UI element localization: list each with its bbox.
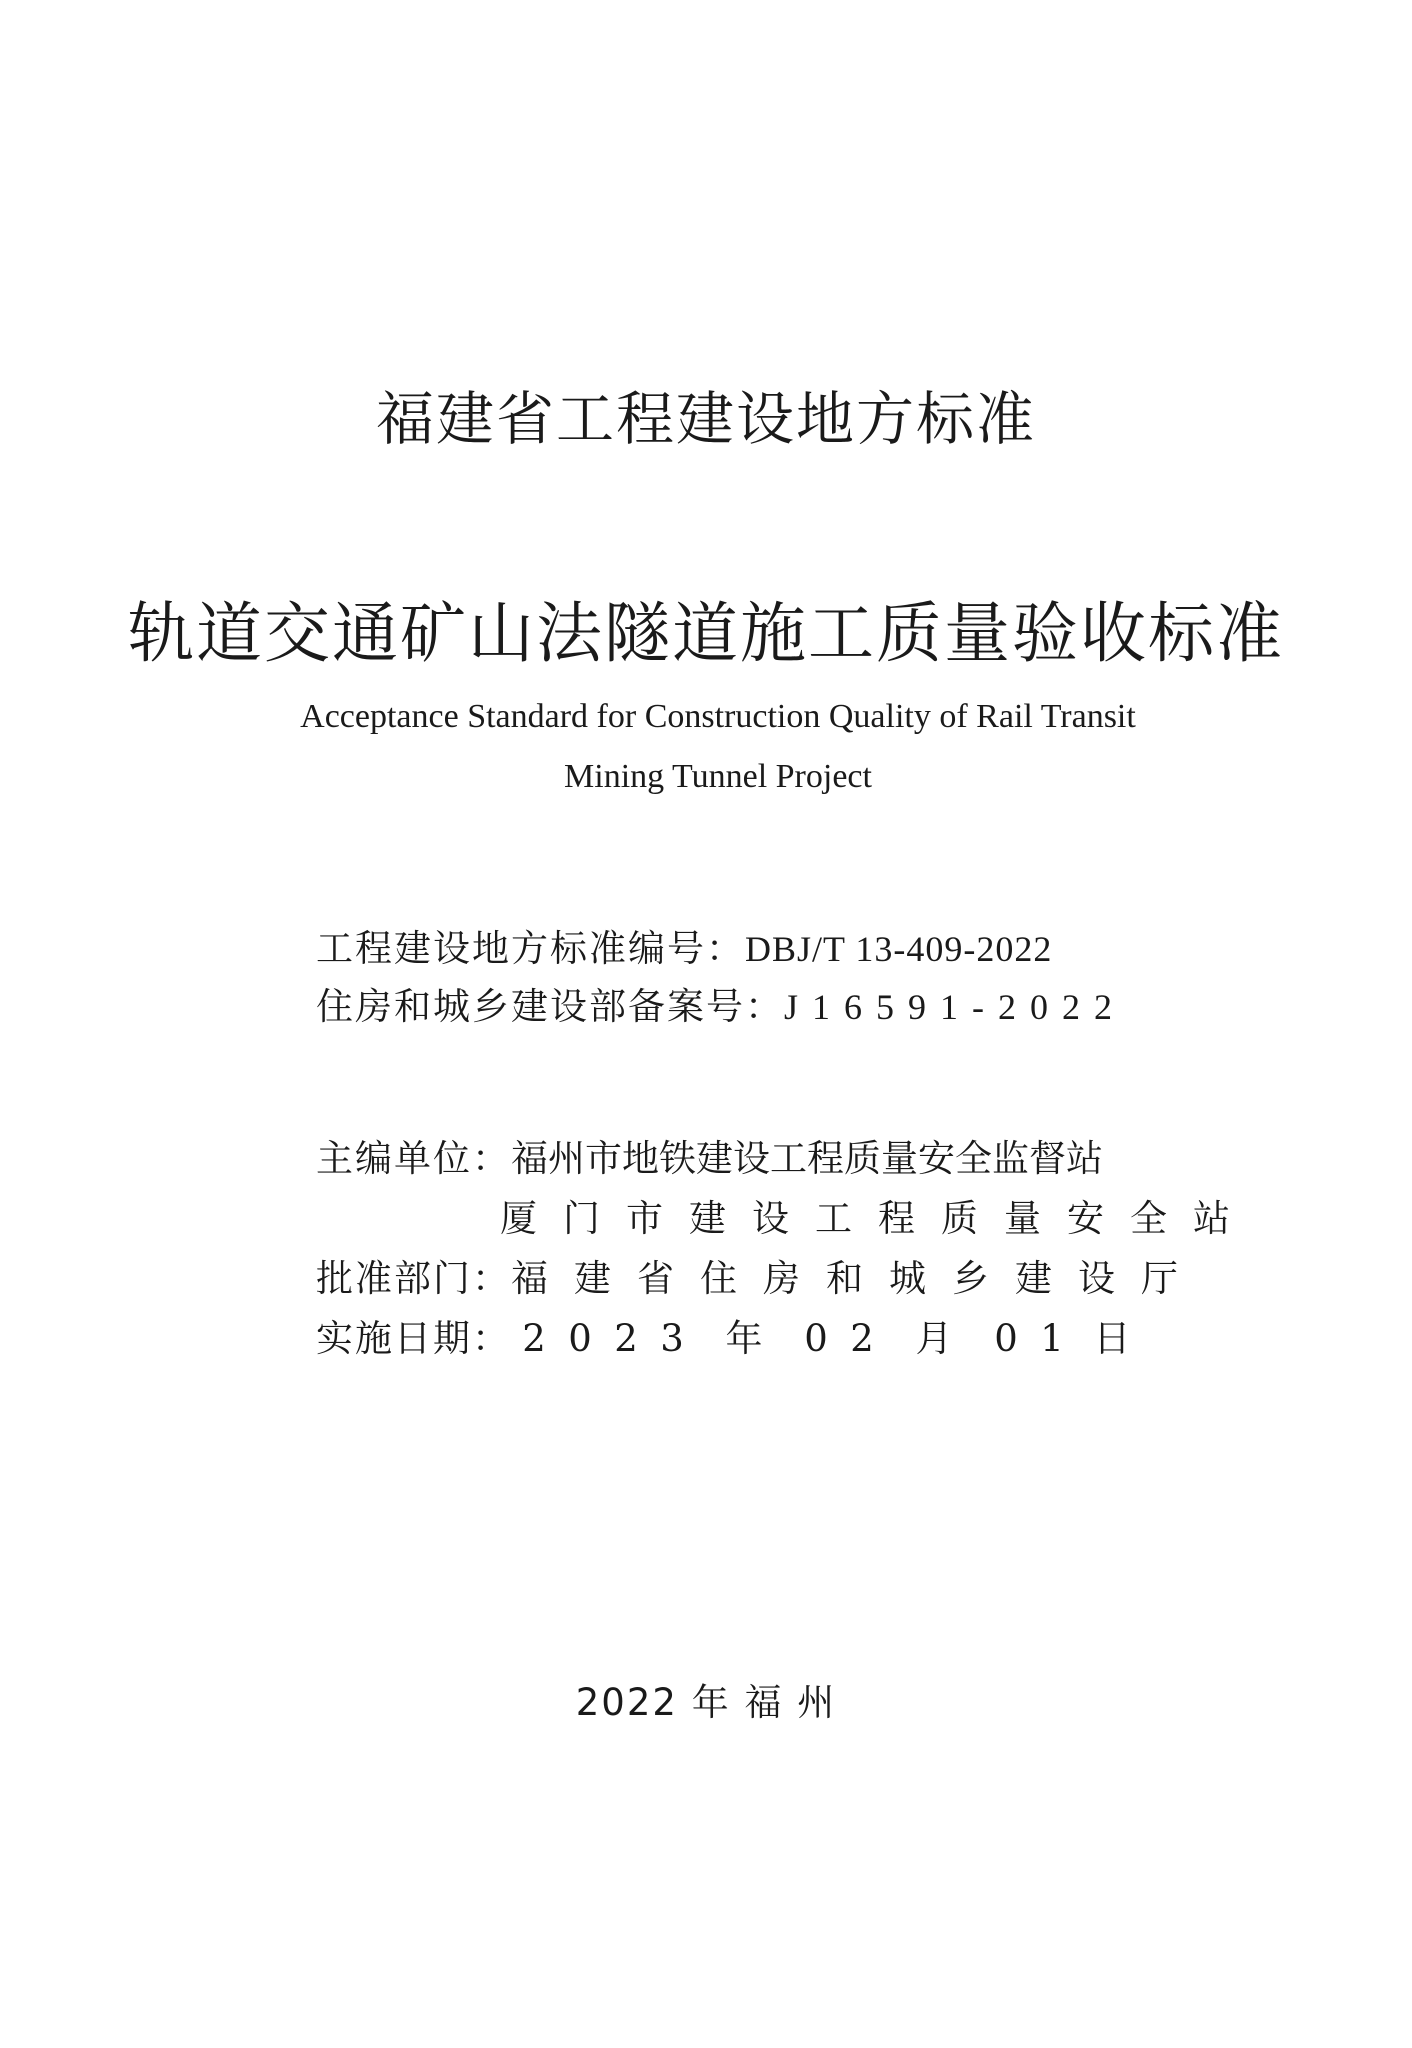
record-number-label: 住房和城乡建设部备案号：	[316, 985, 784, 1028]
effective-date-row	[316, 1308, 1149, 1362]
record-number-value: J16591-2022	[784, 987, 1126, 1027]
record-number-row	[316, 976, 1126, 1030]
standard-number-label: 工程建设地方标准编号：	[316, 927, 745, 970]
english-title-line-1: Acceptance Standard for Construction Quality of Rail Transit	[300, 698, 1136, 735]
standard-number-value: DBJ/T 13-409-2022	[745, 929, 1053, 969]
effective-date-char: 2	[850, 1317, 874, 1360]
effective-date-char: 0	[804, 1317, 828, 1360]
effective-date-char: 2	[522, 1317, 546, 1360]
approval-label: 批准部门：	[316, 1257, 511, 1300]
chief-editor-label: 主编单位：	[316, 1137, 511, 1180]
approval-row	[316, 1248, 1204, 1302]
approval-value: 福建省住房和城乡建设厅	[511, 1257, 1204, 1300]
chief-editor-org-2: 厦门市建设工程质量安全站	[500, 1197, 1256, 1240]
effective-date-char: 1	[1040, 1317, 1064, 1360]
effective-date-char: 日	[1093, 1317, 1131, 1360]
main-title: 轨道交通矿山法隧道施工质量验收标准	[128, 595, 1284, 672]
effective-date-char: 0	[568, 1317, 592, 1360]
effective-date-char: 2	[614, 1317, 638, 1360]
series-title: 福建省工程建设地方标准	[375, 385, 1036, 453]
english-title-line-2: Mining Tunnel Project	[564, 758, 872, 795]
effective-date-value	[511, 1317, 1149, 1360]
effective-date-char: 月	[915, 1317, 953, 1360]
effective-date-char: 年	[725, 1317, 763, 1360]
effective-date-label: 实施日期：	[316, 1317, 511, 1360]
chief-editor-row	[316, 1128, 1103, 1182]
footer-place-year: 2022 年 福 州	[575, 1681, 837, 1724]
effective-date-char: 3	[660, 1317, 684, 1360]
standard-number-row	[316, 918, 1052, 972]
chief-editor-org-1: 福州市地铁建设工程质量安全监督站	[511, 1137, 1103, 1180]
chief-editor-row-2	[316, 1188, 1256, 1242]
effective-date-char: 0	[994, 1317, 1018, 1360]
